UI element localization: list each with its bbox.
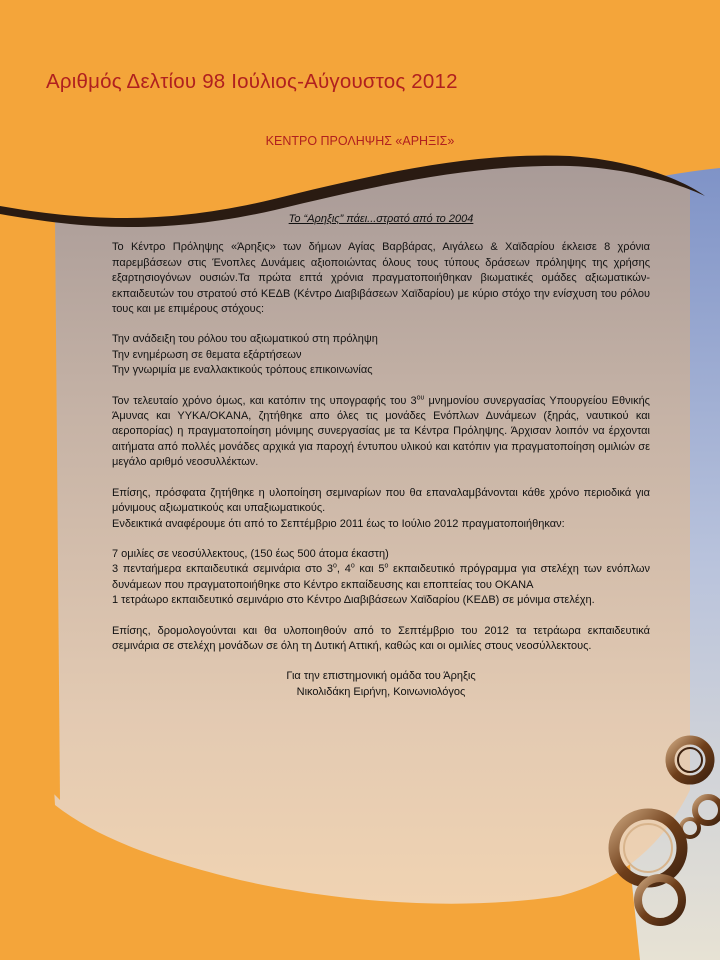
page-title: Αριθμός Δελτίου 98 Ιούλιος-Αύγουστος 2012 xyxy=(46,70,458,93)
seminars-paragraph: Επίσης, πρόσφατα ζητήθηκε η υλοποίηση σεμιναρίων που θα επαναλαμβάνονται κάθε χρόνο περιοδικά για μόνιμους αξιωματικούς και υπαξιωματικούς. xyxy=(112,486,650,515)
goal-item: Την γνωριμία με εναλλακτικούς τρόπους επικοινωνίας xyxy=(112,364,373,377)
signature-line: Για την επιστημονική ομάδα του Άρηξις xyxy=(286,670,476,683)
center-name: ΚΕΝΤΡΟ ΠΡΟΛΗΨΗΣ «ΑΡΗΞΙΣ» xyxy=(265,134,455,148)
fourhour-item: 1 τετράωρο εκπαιδευτικό σεμινάριο στο Κέντρο Διαβιβάσεων Χαϊδαρίου (ΚΕΔΒ) σε μόνιμα στελέχη. xyxy=(112,594,595,607)
goal-item: Την ανάδειξη του ρόλου του αξιωματικού στη πρόληψη xyxy=(112,333,378,346)
article-body xyxy=(112,212,650,700)
intro-paragraph: Το Κέντρο Πρόληψης «Άρηξις» των δήμων Αγίας Βαρβάρας, Αιγάλεω & Χαϊδαρίου έκλεισε 8 χρόνια παρεμβάσεων στις Ένοπλες Δυνάμεις αξιοποιώντας όλους τους τύπους δράσεων πρόληψης της χρήσης εξαρτησιογόνων ουσιών.Τα πρώτα επτά χρόνια πραγματοποιήθηκαν βιωματικές ομάδες αξιωματικών-εκπαιδευτών του στρατού στό ΚΕΔΒ (Κέντρο Διαβιβάσεων Χαϊδαρίου) με κύριο στόχο την ενίσχυση του ρόλου τους και με επιμέρους στόχους: xyxy=(112,241,650,316)
signature-name: Νικολιδάκη Ειρήνη, Κοινωνιολόγος xyxy=(296,685,466,698)
talks-item: 7 ομιλίες σε νεοσύλλεκτους, (150 έως 500 άτομα έκαστη) xyxy=(112,547,389,560)
pentaday-item: 3 πενταήμερα εκπαιδευτικά σεμινάρια στο $3^o$, $4^o$ και $5^o$ εκπαιδευτικό πρόγραμμα για στελέχη των ενόπλων δυνάμεων που πραγματοποιήθηκε στο Κέντρο εκπαίδευσης και εποπτείας του ΟΚΑΝΑ xyxy=(112,562,650,591)
planned-paragraph: Επίσης, δρομολογούνται και θα υλοποιηθούν από το Σεπτέμβριο του 2012 τα τετράωρα εκπαιδευτικά σεμινάρια σε στελέχη μονάδων σε όλη τη Δυτική Αττική, καθώς και οι ομιλίες στους νεοσύλλεκτους. xyxy=(112,624,650,652)
goal-item: Την ενημέρωση σε θεματα εξάρτήσεων xyxy=(112,348,302,361)
article-heading: Το “Αρηξις” πάει...στρατό από το 2004 xyxy=(288,213,474,225)
indicative-paragraph: Ενδεικτικά αναφέρουμε ότι από το Σεπτέμβριο 2011 έως το Ιούλιο 2012 πραγματοποιήθηκαν: xyxy=(112,517,565,530)
last-year-paragraph: Τον τελευταίο χρόνο όμως, και κατόπιν της υπογραφής του $3^{o\upsilon}$ μνημονίου συνεργασίας Υπουργείου Εθνικής Άμυνας και ΥΥΚΑ/ΟΚΑΝΑ, ζητήθηκε απο όλες τις μονάδες Ενόπλων Δυνάμεων (ξηράς, ναυτικού και αεροπορίας) η πραγματοποίηση μόνιμης συνεργασίας με τα Κέντρα Πρόληψης. Άρχισαν λοιπόν να έρχονται αιτήματα από πολλές μονάδες αρχικά για παροχή έντυπου υλικού και κατόπιν για πραγματοποίηση ομιλιών σε μεγάλο αριθμό νεοσυλλέκτων. xyxy=(112,394,650,469)
